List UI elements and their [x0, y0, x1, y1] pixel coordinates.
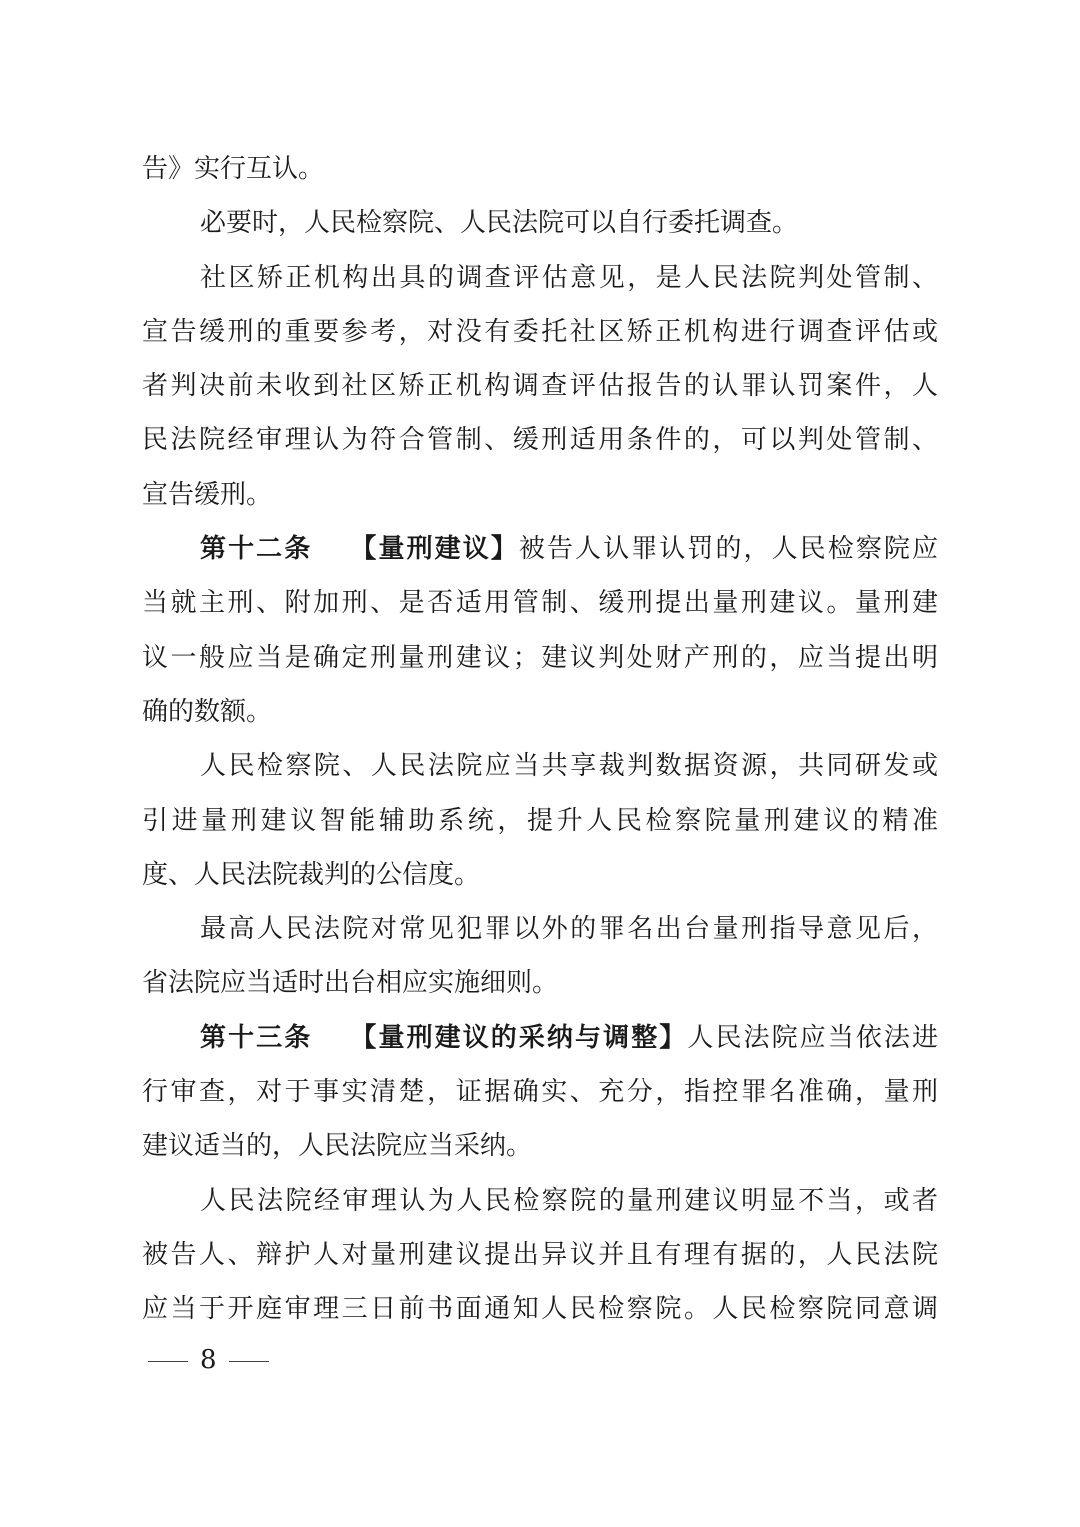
text-line: 必要时，人民检察院、人民法院可以自行委托调查。	[200, 208, 799, 239]
article-13-heading-line	[142, 1011, 938, 1065]
article-12-heading-line	[142, 522, 938, 576]
text-line: 省法院应当适时出台相应实施细则。	[142, 968, 559, 999]
text-line: 被告人、辩护人对量刑建议提出异议并且有理有据的，人民法院	[142, 1239, 938, 1270]
footer-dash-left	[148, 1361, 188, 1362]
article-13-heading: 【量刑建议的采纳与调整】	[348, 1022, 688, 1053]
text-line: 民法院经审理认为符合管制、缓刑适用条件的，可以判处管制、	[142, 425, 938, 456]
text-line: 者判决前未收到社区矫正机构调查评估报告的认罪认罚案件，人	[142, 371, 938, 402]
text-line: 人民检察院、人民法院应当共享裁判数据资源，共同研发或	[200, 751, 938, 782]
text-line: 最高人民法院对常见犯罪以外的罪名出台量刑指导意见后，	[200, 914, 938, 945]
page-number: 8	[200, 1345, 217, 1375]
text-line: 当就主刑、附加刑、是否适用管制、缓刑提出量刑建议。量刑建	[142, 588, 938, 619]
article-12-heading: 【量刑建议】	[348, 534, 519, 565]
text-line: 宣告缓刑。	[142, 479, 273, 510]
article-12-number: 第十二条	[200, 534, 313, 565]
text-line: 确的数额。	[142, 696, 273, 727]
text-line: 宣告缓刑的重要参考，对没有委托社区矫正机构进行调查评估或	[142, 316, 938, 347]
page-footer	[148, 1340, 269, 1380]
document-body	[142, 142, 938, 1337]
article-12-text: 被告人认罪认罚的，人民检察院应	[518, 534, 938, 565]
text-line: 引进量刑建议智能辅助系统，提升人民检察院量刑建议的精准	[142, 805, 938, 836]
text-line: 人民法院经审理认为人民检察院的量刑建议明显不当，或者	[200, 1185, 938, 1216]
text-line: 议一般应当是确定刑量刑建议；建议判处财产刑的，应当提出明	[142, 642, 938, 673]
text-line: 告》实行互认。	[142, 154, 325, 184]
text-line: 度、人民法院裁判的公信度。	[142, 859, 481, 890]
article-13-text: 人民法院应当依法进	[687, 1022, 938, 1053]
article-13-number: 第十三条	[200, 1022, 313, 1053]
text-line: 应当于开庭审理三日前书面通知人民检察院。人民检察院同意调	[142, 1294, 938, 1325]
text-line: 行审查，对于事实清楚，证据确实、充分，指控罪名准确，量刑	[142, 1077, 938, 1108]
text-line: 社区矫正机构出具的调查评估意见，是人民法院判处管制、	[200, 262, 938, 293]
text-line: 建议适当的，人民法院应当采纳。	[142, 1131, 533, 1162]
footer-dash-right	[229, 1361, 269, 1362]
